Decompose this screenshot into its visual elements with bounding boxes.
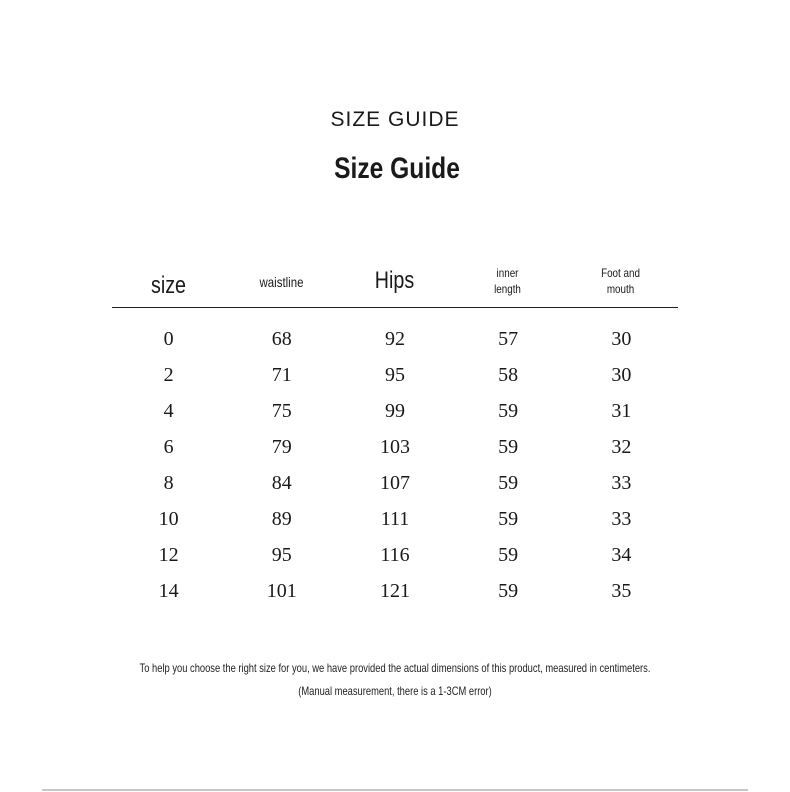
table-row — [112, 537, 678, 573]
size-table — [112, 262, 678, 609]
cell-hips: 95 — [384, 364, 405, 386]
cell-waistline: 68 — [271, 328, 292, 350]
table-row — [112, 465, 678, 501]
cell-foot-and-mouth: 31 — [611, 400, 632, 422]
cell-foot-and-mouth: 30 — [611, 364, 632, 386]
table-header — [112, 262, 678, 308]
cell-inner-length: 59 — [498, 580, 519, 602]
cell-size: 12 — [158, 544, 179, 566]
cell-size: 0 — [163, 328, 174, 350]
cell-size: 6 — [163, 436, 174, 458]
cell-foot-and-mouth: 30 — [611, 328, 632, 350]
table-row — [112, 357, 678, 393]
cell-inner-length: 57 — [498, 328, 519, 350]
cell-foot-and-mouth: 34 — [611, 544, 632, 566]
measurement-error-note: (Manual measurement, there is a 1-3CM error) — [298, 684, 492, 698]
cell-foot-and-mouth: 35 — [611, 580, 632, 602]
cell-hips: 92 — [384, 328, 405, 350]
cell-inner-length: 59 — [498, 472, 519, 494]
header-waistline: waistline — [259, 274, 304, 290]
cell-hips: 116 — [380, 544, 410, 566]
table-row — [112, 321, 678, 357]
cell-waistline: 89 — [271, 508, 292, 530]
cell-size: 10 — [158, 508, 179, 530]
cell-inner-length: 58 — [498, 364, 519, 386]
cell-inner-length: 59 — [498, 508, 519, 530]
cell-waistline: 95 — [271, 544, 292, 566]
cell-waistline: 79 — [271, 436, 292, 458]
cell-size: 4 — [163, 400, 174, 422]
cell-inner-length: 59 — [498, 436, 519, 458]
cell-inner-length: 59 — [498, 544, 519, 566]
cell-hips: 121 — [379, 580, 410, 602]
cell-hips: 111 — [380, 508, 410, 530]
cell-hips: 103 — [379, 436, 410, 458]
cell-foot-and-mouth: 33 — [611, 508, 632, 530]
cell-waistline: 75 — [271, 400, 292, 422]
cell-foot-and-mouth: 33 — [611, 472, 632, 494]
header-inner-length: inner length — [494, 266, 521, 296]
bottom-divider — [42, 789, 748, 791]
cell-size: 2 — [163, 364, 174, 386]
cell-hips: 99 — [384, 400, 405, 422]
header-hips: Hips — [374, 267, 415, 294]
table-body — [112, 321, 678, 609]
table-row — [112, 573, 678, 609]
table-row — [112, 429, 678, 465]
kicker-heading: SIZE GUIDE — [330, 108, 460, 131]
cell-hips: 107 — [379, 472, 410, 494]
header-size: size — [150, 272, 187, 299]
cell-size: 14 — [158, 580, 179, 602]
table-row — [112, 501, 678, 537]
cell-size: 8 — [163, 472, 174, 494]
page-title: Size Guide — [334, 152, 460, 185]
cell-waistline: 71 — [271, 364, 292, 386]
table-row — [112, 393, 678, 429]
cell-waistline: 101 — [266, 580, 297, 602]
cell-waistline: 84 — [271, 472, 292, 494]
cell-foot-and-mouth: 32 — [611, 436, 632, 458]
header-foot-and-mouth: Foot and mouth — [601, 266, 640, 296]
measurement-note: To help you choose the right size for you, we have provided the actual dimensions of this product, measured in centimeters. — [139, 661, 651, 675]
cell-inner-length: 59 — [498, 400, 519, 422]
